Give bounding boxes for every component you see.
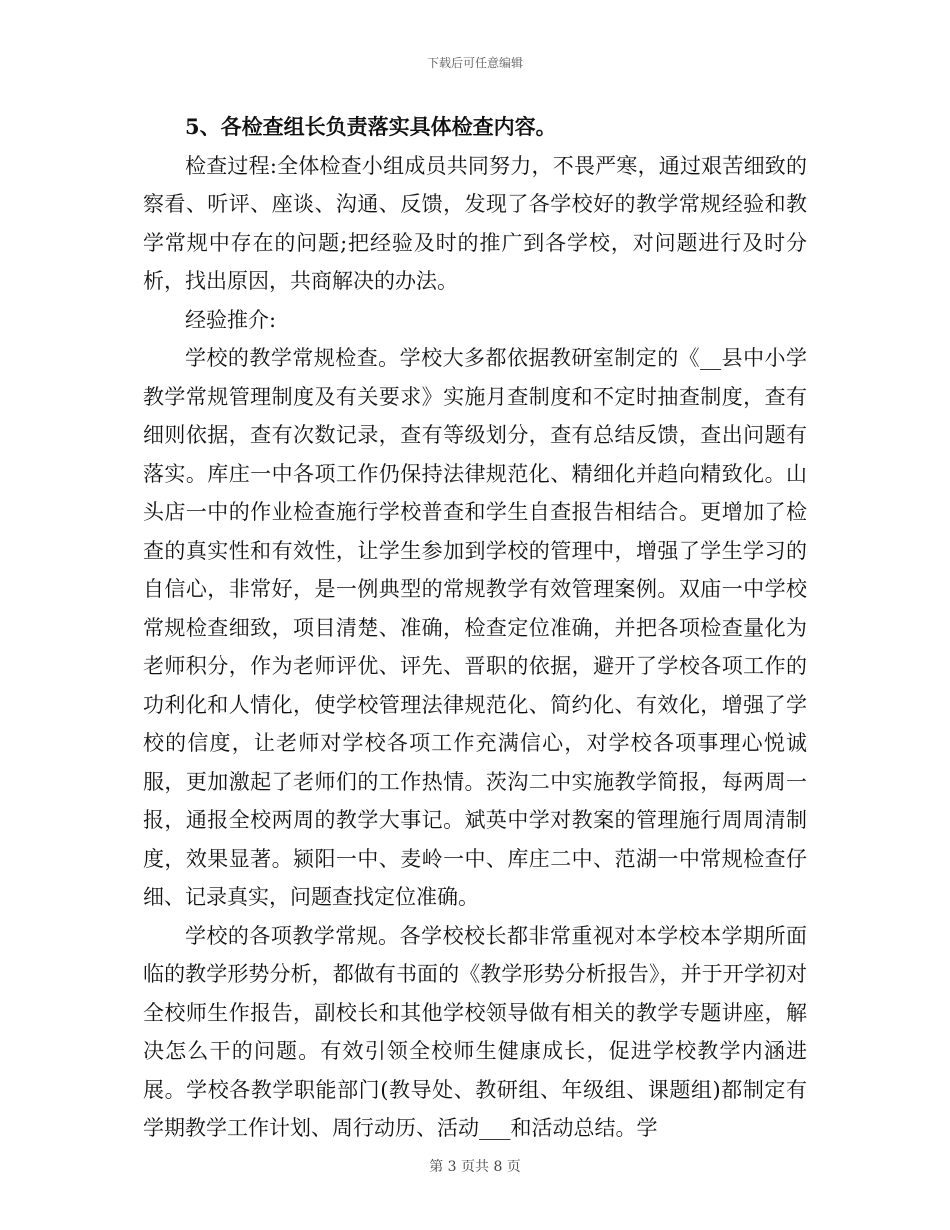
paragraph-routine-inspection: 学校的教学常规检查。学校大多都依据教研室制定的《__县中小学教学常规管理制度及有关要求》实施月查制度和不定时抽查制度，查有细则依据，查有次数记录，查有等级划分，查有总结反馈，查出问题有落实。库庄一中各项工作仍保持法律规范化、精细化并趋向精致化。山头店一中的作业检查施行学校普查和学生自查报告相结合。更增加了检查的真实性和有效性，让学生参加到学校的管理中，增强了学生学习的自信心，非常好，是一例典型的常规教学有效管理案例。双庙一中学校常规检查细致，项目清楚、准确，检查定位准确，并把各项检查量化为老师积分，作为老师评优、评先、晋职的依据，避开了学校各项工作的功利化和人情化，使学校管理法律规范化、简约化、有效化，增强了学校的信度，让老师对学校各项工作充满信心，对学校各项事理心悦诚服，更加激起了老师们的工作热情。茨沟二中实施教学简报，每两周一报，通报全校两周的教学大事记。斌英中学对教案的管理施行周周清制度，效果显著。颍阳一中、麦岭一中、库庄二中、范湖一中常规检查仔细、记录真实，问题查找定位准确。 [143, 346, 807, 909]
paragraph-teaching-routines: 学校的各项教学常规。各学校校长都非常重视对本学校本学期所面临的教学形势分析，都做有书面的《教学形势分析报告》，并于开学初对全校师生作报告，副校长和其他学校领导做有相关的教学专题讲座，解决怎么干的问题。有效引领全校师生健康成长，促进学校教学内涵进展。学校各教学职能部门(教导处、教研组、年级组、课题组)都制定有学期教学工作计划、周行动历、活动___和活动总结。学 [143, 923, 807, 1140]
paragraph-experience-label: 经验推介: [185, 307, 277, 332]
page-header: 下载后可任意编辑 [426, 56, 523, 70]
document-body [143, 108, 807, 1148]
page-footer: 第 3 页共 8 页 [429, 1159, 521, 1175]
section-heading: 5、各检查组长负责落实具体检查内容。 [185, 114, 557, 139]
paragraph-inspection-process: 检查过程:全体检查小组成员共同努力，不畏严寒，通过艰苦细致的察看、听评、座谈、沟通、反馈，发现了各学校好的教学常规经验和教学常规中存在的问题;把经验及时的推广到各学校，对问题进行及时分析，找出原因，共商解决的办法。 [143, 153, 807, 293]
